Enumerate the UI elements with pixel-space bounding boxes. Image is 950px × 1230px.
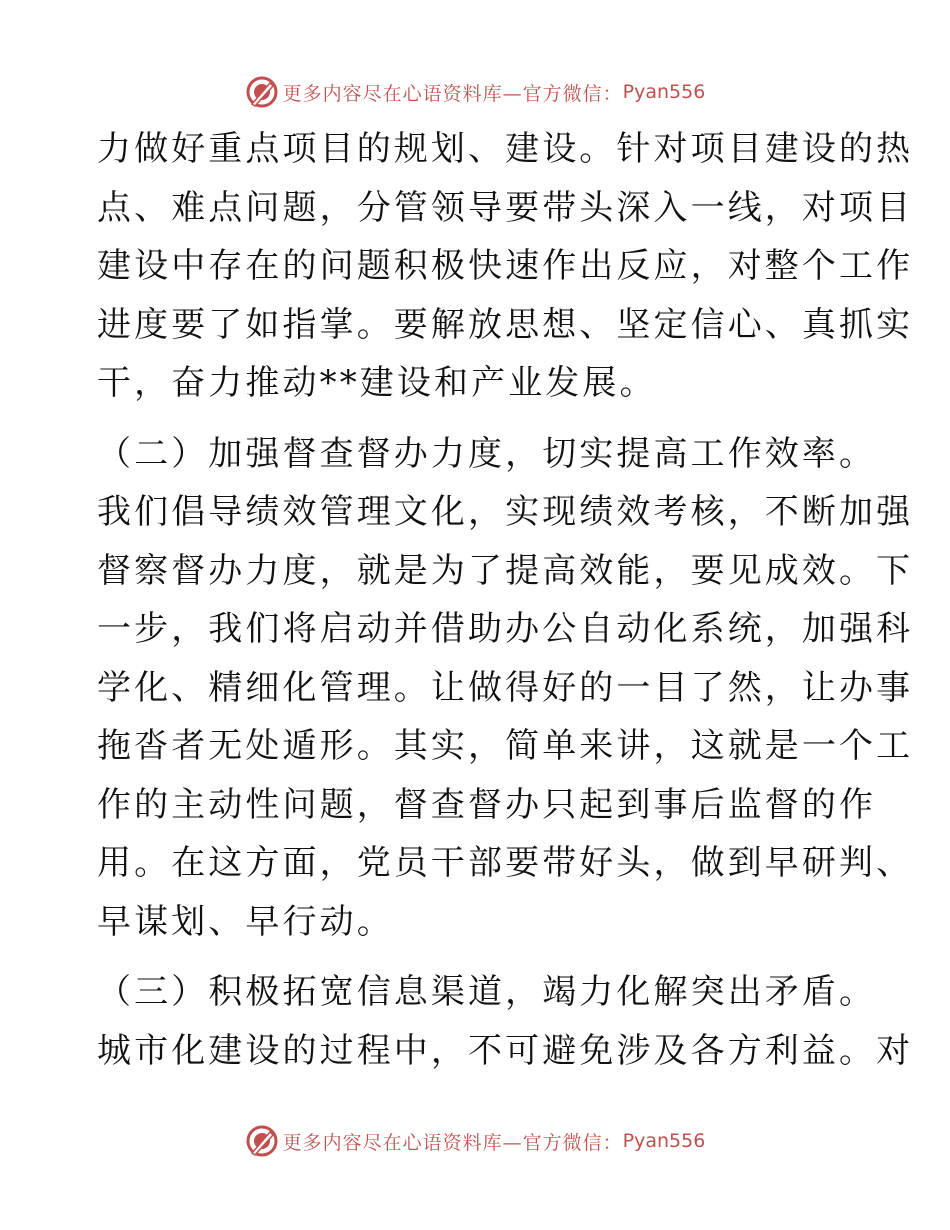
watermark-text: 更多内容尽在心语资料库—官方微信： — [282, 1131, 623, 1154]
text-line: 力做好重点项目的规划、建设。针对项目建设的热 — [97, 129, 914, 169]
text-line: 早谋划、早行动。 — [97, 901, 394, 942]
watermark-header — [0, 72, 950, 112]
quill-pen-seal-icon — [245, 75, 279, 109]
text-line: 城市化建设的过程中，不可避免涉及各方利益。对 — [97, 1030, 914, 1071]
watermark-footer — [0, 1121, 950, 1161]
text-line: 用。在这方面，党员干部要带好头，做到早研判、 — [97, 843, 914, 883]
text-line: 进度要了如指掌。要解放思想、坚定信心、真抓实 — [97, 304, 914, 345]
text-line: 点、难点问题，分管领导要带头深入一线，对项目 — [97, 187, 914, 228]
text-line: 我们倡导绩效管理文化，实现绩效考核，不断加强 — [97, 492, 914, 532]
text-line: 建设中存在的问题积极快速作出反应，对整个工作 — [97, 246, 914, 286]
watermark-account: Pyan556 — [622, 1130, 706, 1152]
watermark-text: 更多内容尽在心语资料库—官方微信： — [282, 82, 623, 105]
text-line: 学化、精细化管理。让做得好的一目了然，让办事 — [97, 667, 914, 708]
paragraph-1 — [97, 120, 914, 413]
text-line: 一步，我们将启动并借助办公自动化系统，加强科 — [97, 609, 914, 649]
section-heading: （二）加强督查督办力度，切实提高工作效率。 — [97, 433, 877, 474]
document-body — [97, 120, 914, 1080]
paragraph-3 — [97, 963, 914, 1080]
quill-pen-seal-icon — [245, 1124, 279, 1158]
text-line: 干，奋力推动**建设和产业发展。 — [97, 363, 657, 403]
section-heading: （三）积极拓宽信息渠道，竭力化解突出矛盾。 — [97, 972, 877, 1012]
watermark-account: Pyan556 — [622, 81, 706, 103]
text-line: 督察督办力度，就是为了提高效能，要见成效。下 — [97, 550, 914, 591]
text-line: 作的主动性问题，督查督办只起到事后监督的作 — [97, 784, 877, 825]
paragraph-2 — [97, 425, 914, 952]
text-line: 拖沓者无处遁形。其实，简单来讲，这就是一个工 — [97, 726, 914, 766]
